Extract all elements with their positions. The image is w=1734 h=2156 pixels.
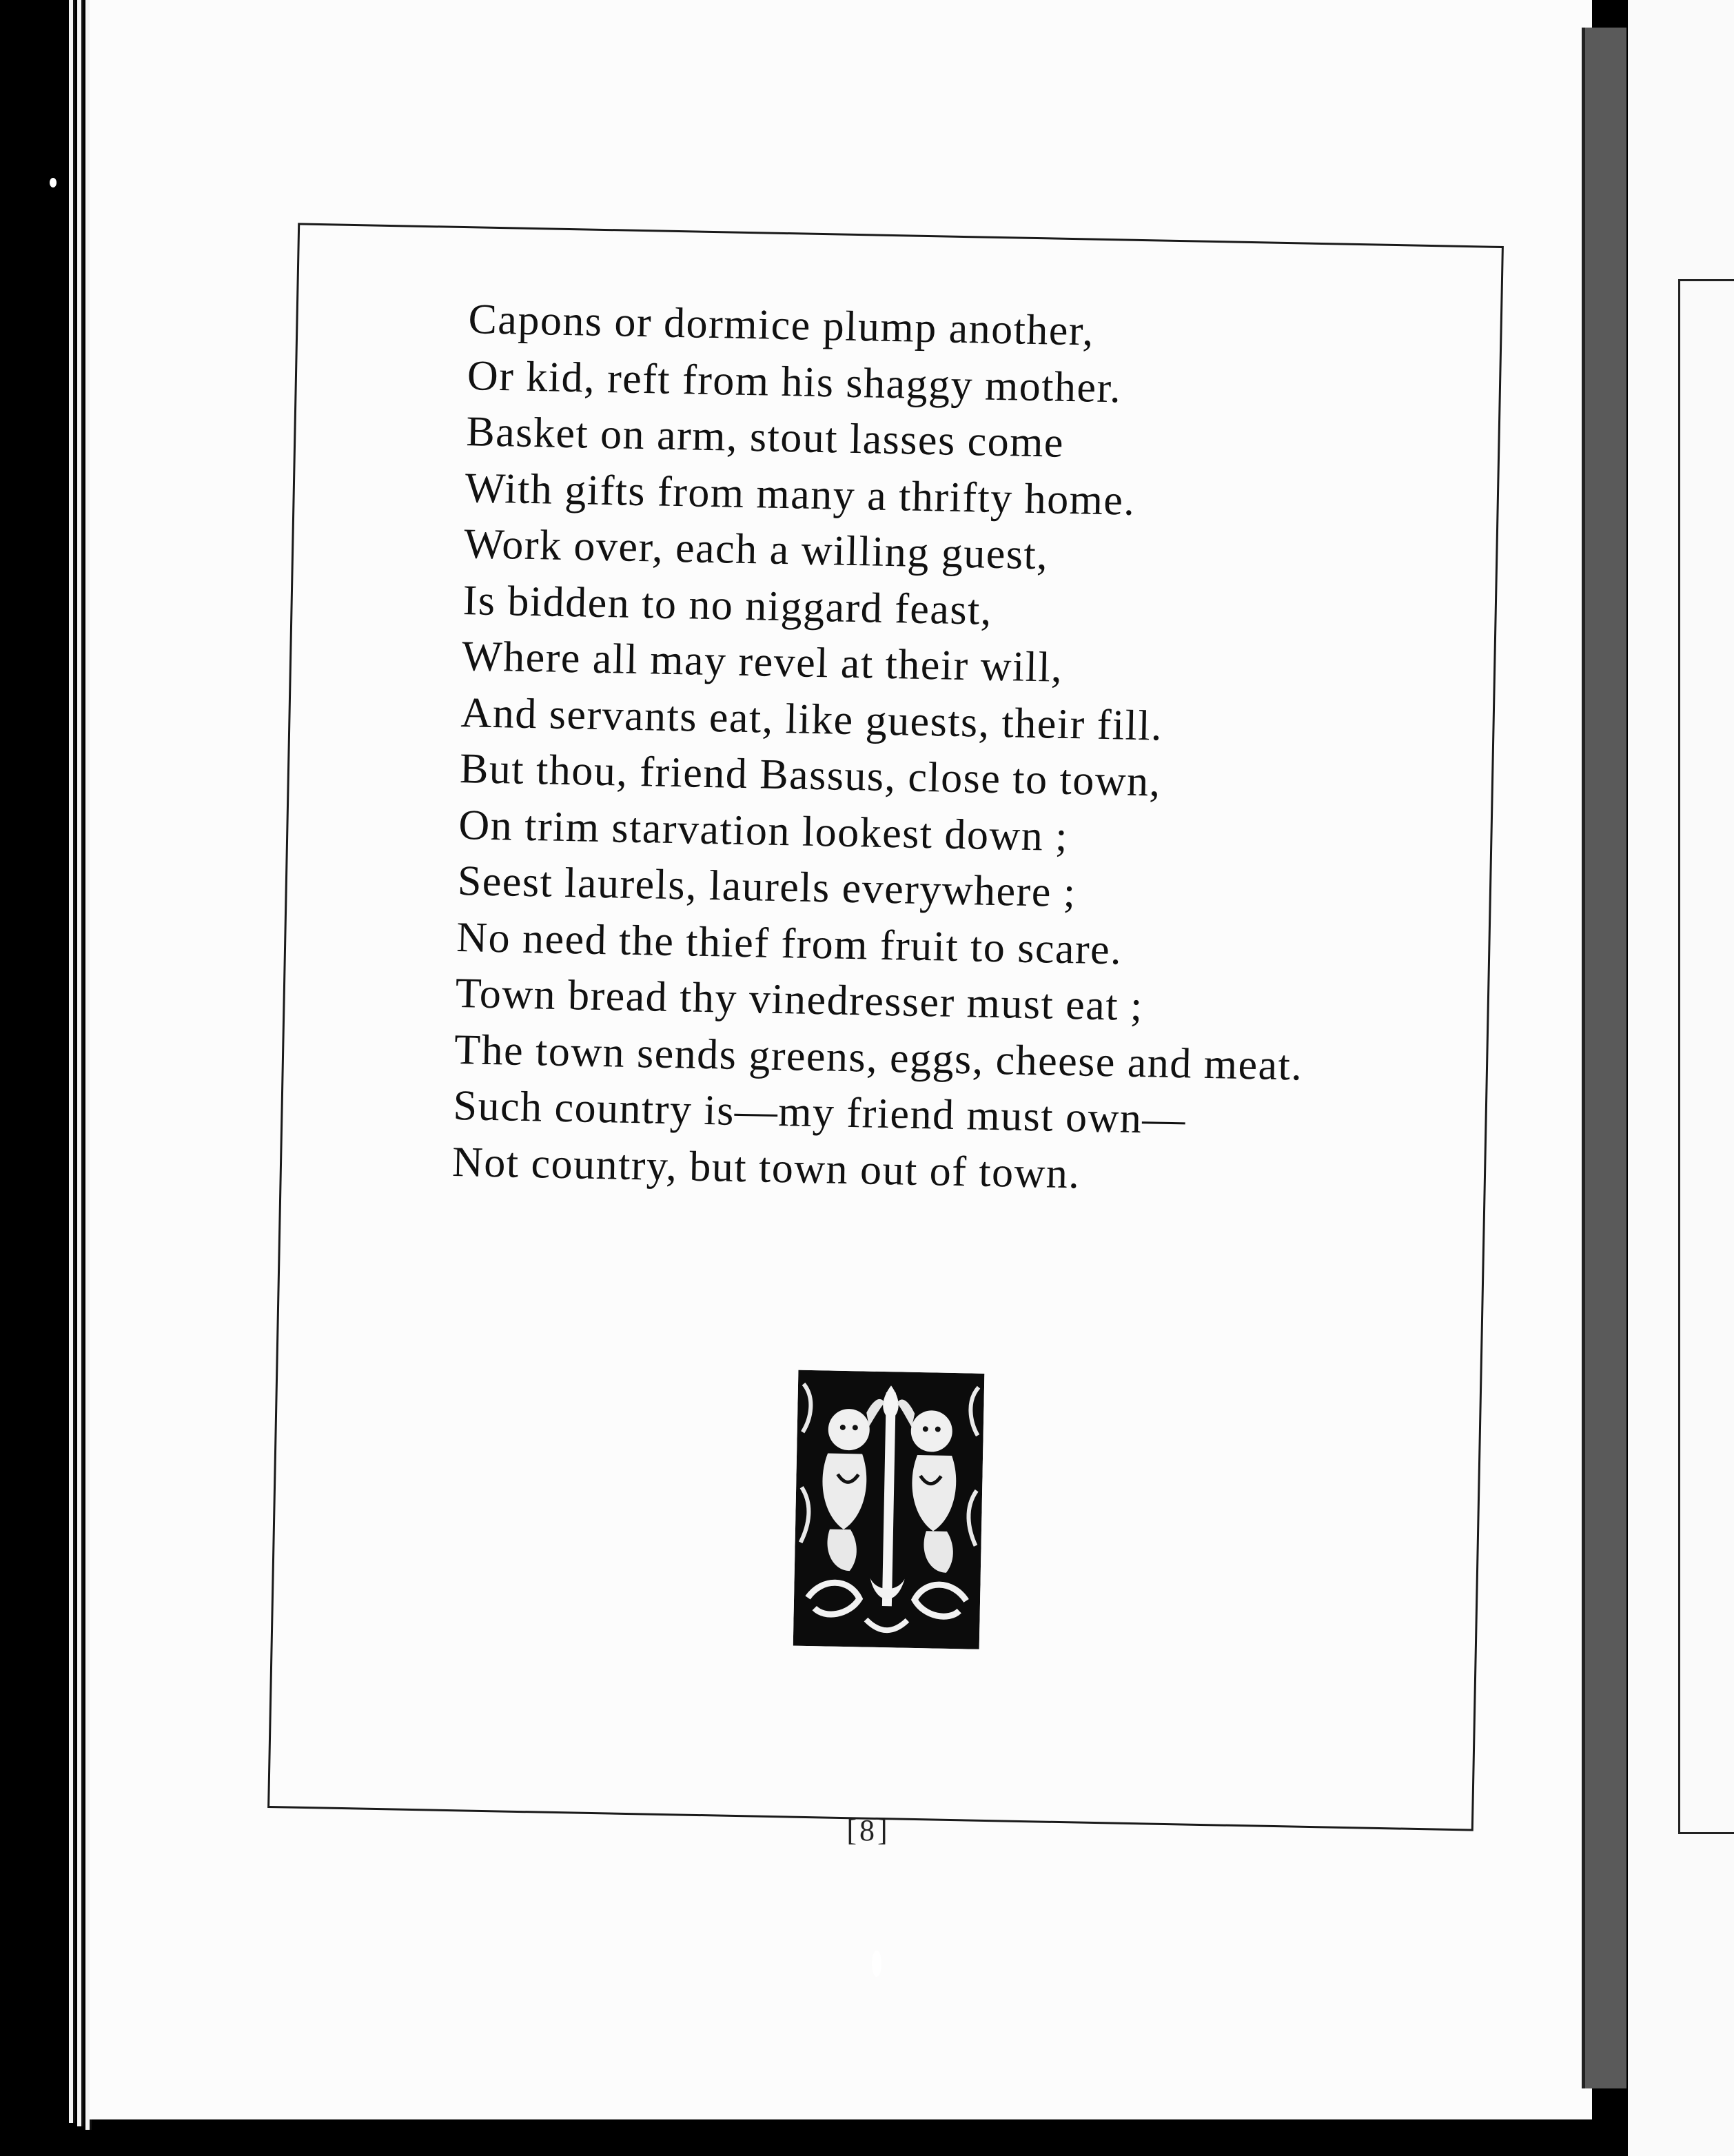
poem-line: Work over, each a willing guest, (463, 520, 1049, 579)
page-number: [8] (846, 1813, 890, 1847)
poem-line: Where all may revel at their will, (461, 633, 1063, 691)
poem-line: No need the thief from fruit to scare. (456, 913, 1123, 974)
woodcut-cherubs-ornament-icon (793, 1370, 985, 1649)
poem-line: Town bread thy vinedresser must eat ; (455, 970, 1144, 1030)
facing-page-frame (1678, 279, 1734, 1834)
poem-line: The town sends greens, eggs, cheese and meat. (453, 1026, 1304, 1090)
scan-speck (872, 1951, 881, 1977)
poem-line: Basket on arm, stout lasses come (465, 408, 1065, 467)
page-edge (77, 0, 83, 2126)
poem-line: On trim starvation lookest down ; (458, 801, 1069, 860)
poem-line: Or kid, reft from his shaggy mother. (467, 352, 1122, 411)
book-binding (1585, 28, 1626, 2088)
poem-line: With gifts from many a thrifty home. (465, 464, 1136, 525)
scan-speck (50, 178, 57, 187)
poem-line: Seest laurels, laurels everywhere ; (457, 857, 1077, 917)
poem-line: Such country is—my friend must own— (453, 1081, 1187, 1143)
poem-line: Not country, but town out of town. (451, 1138, 1081, 1197)
poem-stanza (451, 292, 1317, 1206)
poem-line: Capons or dormice plump another, (467, 296, 1095, 355)
page-edge (69, 0, 75, 2123)
poem-line: Is bidden to no niggard feast, (462, 576, 993, 634)
text-frame (267, 223, 1504, 1831)
poem-line: But thou, friend Bassus, close to town, (459, 745, 1162, 806)
poem-line: And servants eat, like guests, their fill. (460, 689, 1163, 750)
